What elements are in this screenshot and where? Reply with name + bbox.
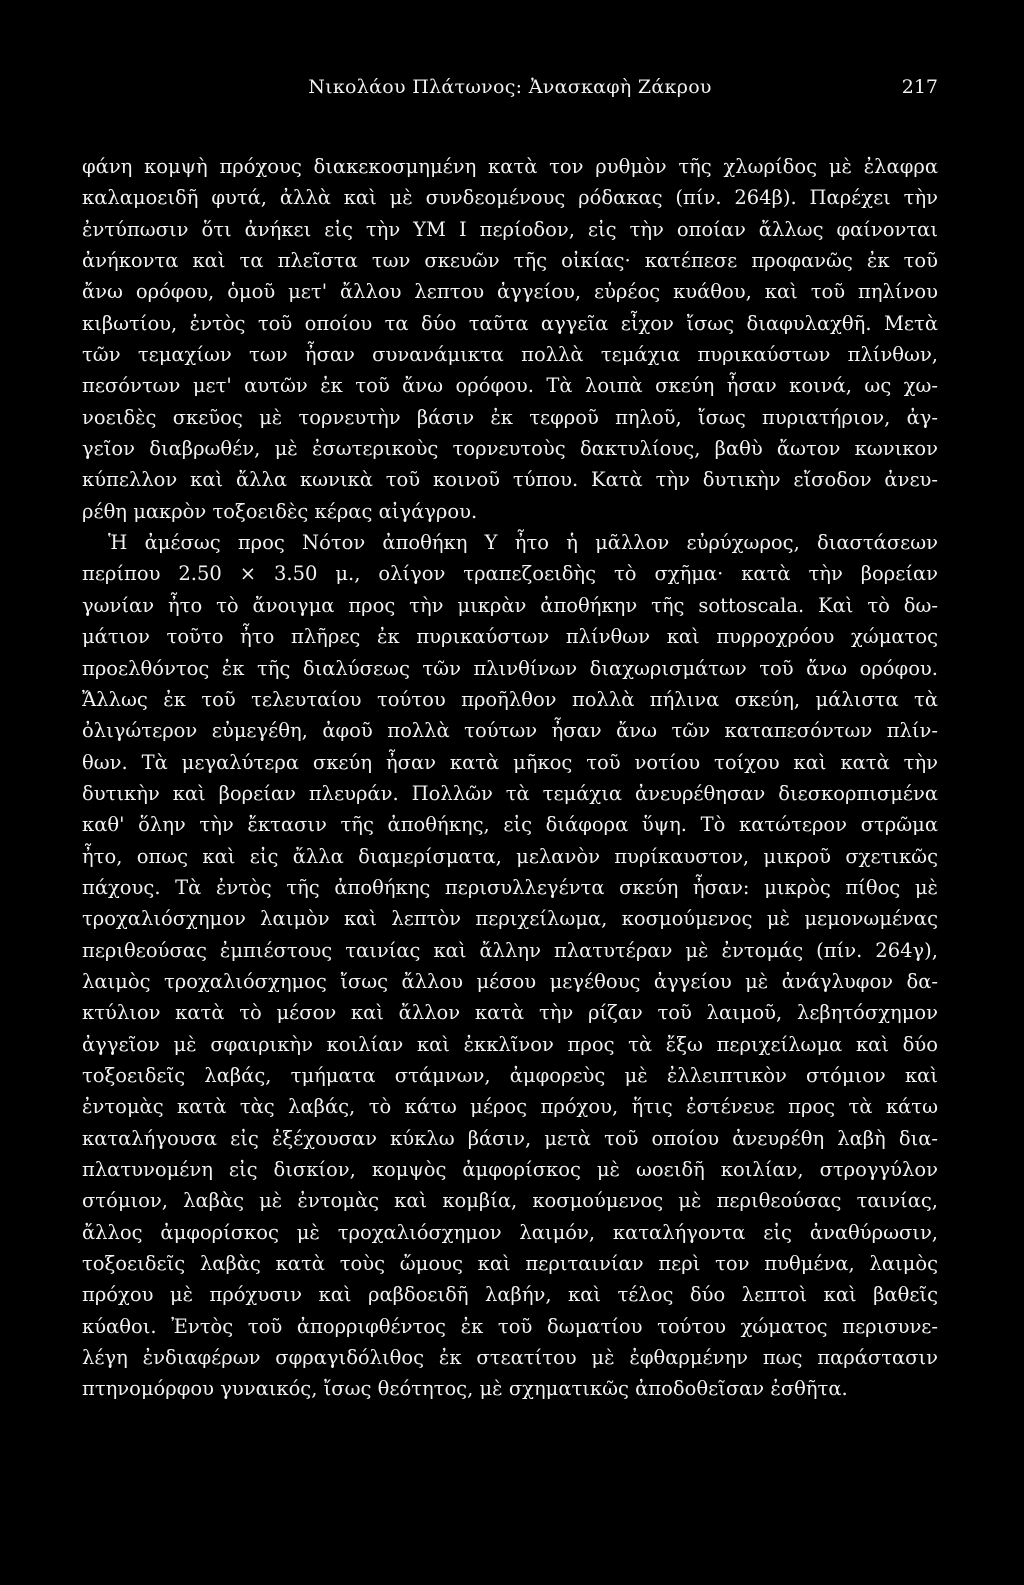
text-line: ὀλιγώτερον εὐμεγέθη, ἀφοῦ πολλὰ τούτων ἦσαν ἄνω τῶν καταπεσόντων πλίν- [82,719,938,743]
text-line: κύπελλον καὶ ἄλλα κωνικὰ τοῦ κοινοῦ τύπου. Κατὰ τὴν δυτικὴν εἴσοδον ἀνευ- [82,468,938,492]
text-line: πλατυνομένη εἰς δισκίον, κομψὸς ἀμφορίσκος μὲ ωοειδῆ κοιλίαν, στρογγύλον [82,1158,938,1181]
text-line: κιβωτίου, ἐντὸς τοῦ οποίου τα δύο ταῦτα αγγεῖα εἶχον ἴσως διαφυλαχθῆ. Μετὰ [82,311,938,335]
text-line: πεσόντων μετ' αυτῶν ἐκ τοῦ ἄνω ορόφου. Τὰ λοιπὰ σκεύη ἦσαν κοινά, ως χω- [82,374,938,398]
text-line: ἀνήκοντα καὶ τα πλεῖστα των σκευῶν τῆς οἰκίας· κατέπεσε προφανῶς ἐκ τοῦ [82,249,938,273]
text-line: θων. Τὰ μεγαλύτερα σκεύη ἦσαν κατὰ μῆκος τοῦ νοτίου τοίχου καὶ κατὰ τὴν [82,750,938,774]
text-line: ἄνω ορόφου, ὁμοῦ μετ' ἄλλου λεπτου ἀγγείου, εὐρέος κυάθου, καὶ τοῦ πηλίνου [82,280,938,304]
text-line: τοξοειδεῖς λαβὰς κατὰ τοὺς ὤμους καὶ περιταινίαν περὶ τον πυθμένα, λαιμὸς [82,1252,938,1276]
text-line: καλαμοειδῆ φυτά, ἀλλὰ καὶ μὲ συνδεομένους ρόδακας (πίν. 264β). Παρέχει τὴν [82,186,938,210]
text-line: κύαθοι. Ἐντὸς τοῦ ἀπορριφθέντος ἐκ τοῦ δωματίου τούτου χώματος περισυνε- [82,1314,938,1338]
text-line: καταλήγουσα εἰς ἐξέχουσαν κύκλω βάσιν, μετὰ τοῦ οποίου ἀνευρέθη λαβὴ δια- [82,1126,938,1150]
text-line: ἐντύπωσιν ὅτι ἀνήκει εἰς τὴν ΥΜ Ι περίοδον, εἰς τὴν οποίαν ἄλλως φαίνονται [82,217,938,241]
text-line: προελθόντος ἐκ τῆς διαλύσεως τῶν πλινθίνων διαχωρισμάτων τοῦ ἄνω ορόφου. [82,656,938,680]
text-line: γεῖον διαβρωθέν, μὲ ἐσωτερικοὺς τορνευτοὺς δακτυλίους, βαθὺ ἄωτον κωνικον [82,437,938,461]
text-line: νοειδὲς σκεῦος μὲ τορνευτὴν βάσιν ἐκ τεφροῦ πηλοῦ, ἴσως πυριατήριον, ἀγ- [82,405,938,429]
text-line: τροχαλιόσχημον λαιμὸν καὶ λεπτὸν περιχείλωμα, κοσμούμενος μὲ μεμονωμένας [82,907,938,931]
text-line: πτηνομόρφου γυναικός, ἴσως θεότητος, μὲ σχηματικῶς ἀποδοθεῖσαν ἐσθῆτα. [82,1377,848,1401]
text-line: μάτιον τοῦτο ἦτο πλῆρες ἐκ πυρικαύστων πλίνθων καὶ πυρροχρόου χώματος [82,625,938,649]
text-line: γωνίαν ἦτο τὸ ἄνοιγμα προς τὴν μικρὰν ἀποθήκην τῆς sottoscala. Καὶ τὸ δω- [82,593,938,617]
text-line: φάνη κομψὴ πρόχους διακεκοσμημένη κατὰ τον ρυθμὸν τῆς χλωρίδος μὲ ἐλαφρα [82,155,938,178]
text-line: περίπου 2.50 × 3.50 μ., ολίγον τραπεζοειδὴς τὸ σχῆμα· κατὰ τὴν βορείαν [82,562,938,586]
text-line: τῶν τεμαχίων των ἦσαν συνανάμικτα πολλὰ τεμάχια πυρικαύστων πλίνθων, [82,343,938,367]
text-line: κτύλιον κατὰ τὸ μέσον καὶ ἄλλον κατὰ τὴν ρίζαν τοῦ λαιμοῦ, λεβητόσχημον [82,1001,938,1025]
running-title: Νικολάου Πλάτωνος: Ἀνασκαφὴ Ζάκρου [308,76,712,98]
body-text [82,151,938,1405]
text-line: πρόχου μὲ πρόχυσιν καὶ ραβδοειδῆ λαβήν, καὶ τέλος δύο λεπτοὶ καὶ βαθεῖς [82,1283,938,1307]
text-line: ἐντομὰς κατὰ τὰς λαβάς, τὸ κάτω μέρος πρόχου, ἥτις ἐστένευε προς τὰ κάτω [82,1095,938,1119]
text-line: λαιμὸς τροχαλιόσχημος ἴσως ἄλλου μέσου μεγέθους ἀγγείου μὲ ἀνάγλυφον δα- [82,969,938,993]
text-line: Ἡ ἀμέσως προς Νότον ἀποθήκη Υ ἦτο ἡ μᾶλλον εὐρύχωρος, διαστάσεων [108,531,938,555]
text-line: ἄλλος ἀμφορίσκος μὲ τροχαλιόσχημον λαιμόν, καταλήγοντα εἰς ἀναθύρωσιν, [82,1220,938,1244]
page-number: 217 [901,76,938,98]
text-line: Ἄλλως ἐκ τοῦ τελευταίου τούτου προῆλθον πολλὰ πήλινα σκεύη, μάλιστα τὰ [82,687,938,711]
text-line: ρέθη μακρὸν τοξοειδὲς κέρας αἰγάγρου. [82,499,478,523]
text-line: δυτικὴν καὶ βορείαν πλευράν. Πολλῶν τὰ τεμάχια ἀνευρέθησαν διεσκορπισμένα [82,781,938,805]
text-line: ἦτο, οπως καὶ εἰς ἄλλα διαμερίσματα, μελανὸν πυρίκαυστον, μικροῦ σχετικῶς [82,844,938,868]
text-line: ἀγγεῖον μὲ σφαιρικὴν κοιλίαν καὶ ἐκκλῖνον προς τὰ ἔξω περιχείλωμα καὶ δύο [82,1032,938,1056]
text-line: στόμιον, λαβὰς μὲ ἐντομὰς καὶ κομβία, κοσμούμενος μὲ περιθεούσας ταινίας, [82,1189,938,1213]
text-line: καθ' ὅλην τὴν ἔκτασιν τῆς ἀποθήκης, εἰς διάφορα ὕψη. Τὸ κατώτερον στρῶμα [82,813,938,837]
text-line: λέγη ἐνδιαφέρων σφραγιδόλιθος ἐκ στεατίτου μὲ ἐφθαρμένην πως παράστασιν [82,1346,938,1370]
running-head [82,76,938,106]
text-line: τοξοειδεῖς λαβάς, τμήματα στάμνων, ἀμφορεὺς μὲ ἐλλειπτικὸν στόμιον καὶ [82,1063,938,1087]
text-line: περιθεούσας ἐμπιέστους ταινίας καὶ ἄλλην πλατυτέραν μὲ ἐντομάς (πίν. 264γ), [82,938,938,962]
text-line: πάχους. Τὰ ἐντὸς τῆς ἀποθήκης περισυλλεγέντα σκεύη ἦσαν: μικρὸς πίθος μὲ [82,875,938,899]
